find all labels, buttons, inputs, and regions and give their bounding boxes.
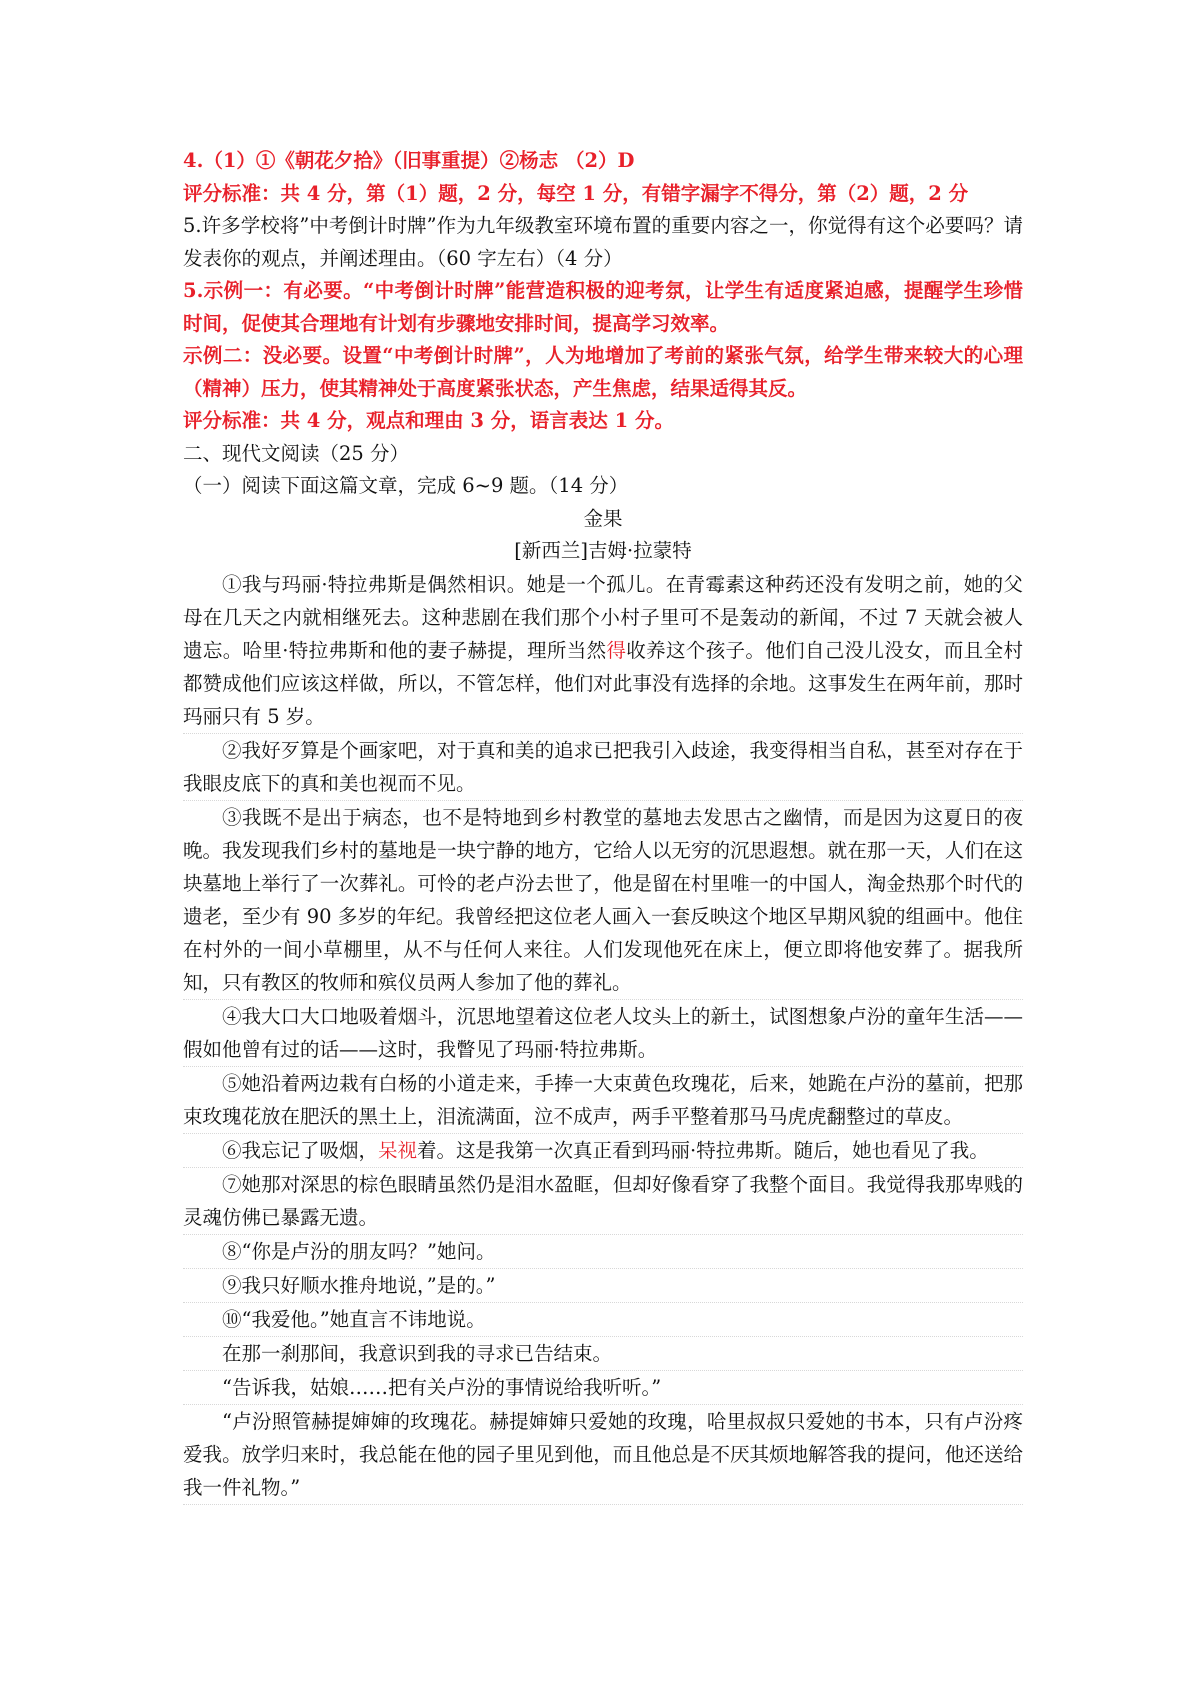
document-page [183,145,1023,1505]
paragraph-2: ②我好歹算是个画家吧，对于真和美的追求已把我引入歧途，我变得相当自私，甚至对存在于我眼皮底下的真和美也视而不见。 [183,734,1023,801]
paragraph-12: “告诉我，姑娘……把有关卢汾的事情说给我听听。” [183,1371,1023,1405]
paragraph-6-text-a: ⑥我忘记了吸烟， [222,1138,379,1162]
paragraph-3: ③我既不是出于病态，也不是特地到乡村教堂的墓地去发思古之幽情，而是因为这夏日的夜晚。我发现我们乡村的墓地是一块宁静的地方，它给人以无穷的沉思遐想。就在那一天，人们在这块墓地上举行了一次葬礼。可怜的老卢汾去世了，他是留在村里唯一的中国人，淘金热那个时代的遗老，至少有 90 多岁的年纪。我曾经把这位老人画入一套反映这个地区早期风貌的组画中。他住在村外的一间小草棚里，从不与任何人来往。人们发现他死在床上，便立即将他安葬了。据我所知，只有教区的牧师和殡仪员两人参加了他的葬礼。 [183,801,1023,1000]
paragraph-8: ⑧“你是卢汾的朋友吗？”她问。 [183,1235,1023,1269]
paragraph-11: 在那一刹那间，我意识到我的寻求已告结束。 [183,1337,1023,1371]
part-instruction: （一）阅读下面这篇文章，完成 6~9 题。（14 分） [183,474,629,497]
q5-example-one: 5.示例一：有必要。“中考倒计时牌”能营造积极的迎考氛，让学生有适度紧迫感，提醒学生珍惜时间，促使其合理地有计划有步骤地安排时间，提高学习效率。 [183,279,1023,335]
paragraph-7: ⑦她那对深思的棕色眼睛虽然仍是泪水盈眶，但却好像看穿了我整个面目。我觉得我那卑贱的灵魂仿佛已暴露无遗。 [183,1168,1023,1235]
paragraph-9: ⑨我只好顺水推舟地说，”是的。” [183,1269,1023,1303]
article-title: 金果 [583,506,623,530]
paragraph-5: ⑤她沿着两边栽有白杨的小道走来，手捧一大束黄色玫瑰花，后来，她跪在卢汾的墓前，把那束玫瑰花放在肥沃的黑土上，泪流满面，泣不成声，两手平整着那马马虎虎翻整过的草皮。 [183,1067,1023,1134]
q5-example-two: 示例二：没必要。设置“中考倒计时牌”，人为地增加了考前的紧张气氛，给学生带来较大的心理（精神）压力，使其精神处于高度紧张状态，产生焦虑，结果适得其反。 [183,344,1023,400]
section-heading: 二、现代文阅读（25 分） [183,441,410,465]
paragraph-4: ④我大口大口地吸着烟斗，沉思地望着这位老人坟头上的新土，试图想象卢汾的童年生活——假如他曾有过的话——这时，我瞥见了玛丽·特拉弗斯。 [183,1000,1023,1067]
article-author: [新西兰]吉姆·拉蒙特 [514,539,692,562]
paragraph-6 [183,1134,1023,1168]
q5-scoring: 评分标准：共 4 分，观点和理由 3 分，语言表达 1 分。 [183,409,674,432]
paragraph-1 [183,568,1023,734]
paragraph-1-rest: 收养这个孩子。他们自己没儿没女，而且全村都赞成他们应该这样做，所以，不管怎样，他们对此事没有选择的余地。这事发生在两年前，那时玛丽只有 5 岁。 [183,638,1023,728]
q5-question: 5.许多学校将”中考倒计时牌”作为九年级教室环境布置的重要内容之一，你觉得有这个必要吗？请发表你的观点，并阐述理由。（60 字左右）（4 分） [183,214,1023,270]
q4-answer: 4.（1）①《朝花夕拾》（旧事重提）②杨志 （2）D [183,149,635,172]
paragraph-1-highlight: 得 [606,638,627,662]
q4-scoring: 评分标准：共 4 分，第（1）题，2 分，每空 1 分，有错字漏字不得分，第（2）题，2 分 [183,181,969,205]
paragraph-1-text: ①我与玛丽·特拉弗斯是偶然相识。她是一个孤儿。在青霉素这种药还没有发明之前，她的父母在几天之内就相继死去。这种悲剧在我们那个小村子里可不是轰动的新闻，不过 7 天就会被人遗忘。哈里·特拉弗斯和他的妻子赫提，理所当然 [183,572,1023,662]
paragraph-6-text-b: 着。这是我第一次真正看到玛丽·特拉弗斯。随后，她也看见了我。 [417,1138,989,1162]
paragraph-6-highlight: 呆视 [378,1138,418,1162]
paragraph-10: ⑩“我爱他。”她直言不讳地说。 [183,1303,1023,1337]
paragraph-13: “卢汾照管赫提婶婶的玫瑰花。赫提婶婶只爱她的玫瑰，哈里叔叔只爱她的书本，只有卢汾疼爱我。放学归来时，我总能在他的园子里见到他，而且他总是不厌其烦地解答我的提问，他还送给我一件礼物。” [183,1405,1023,1505]
